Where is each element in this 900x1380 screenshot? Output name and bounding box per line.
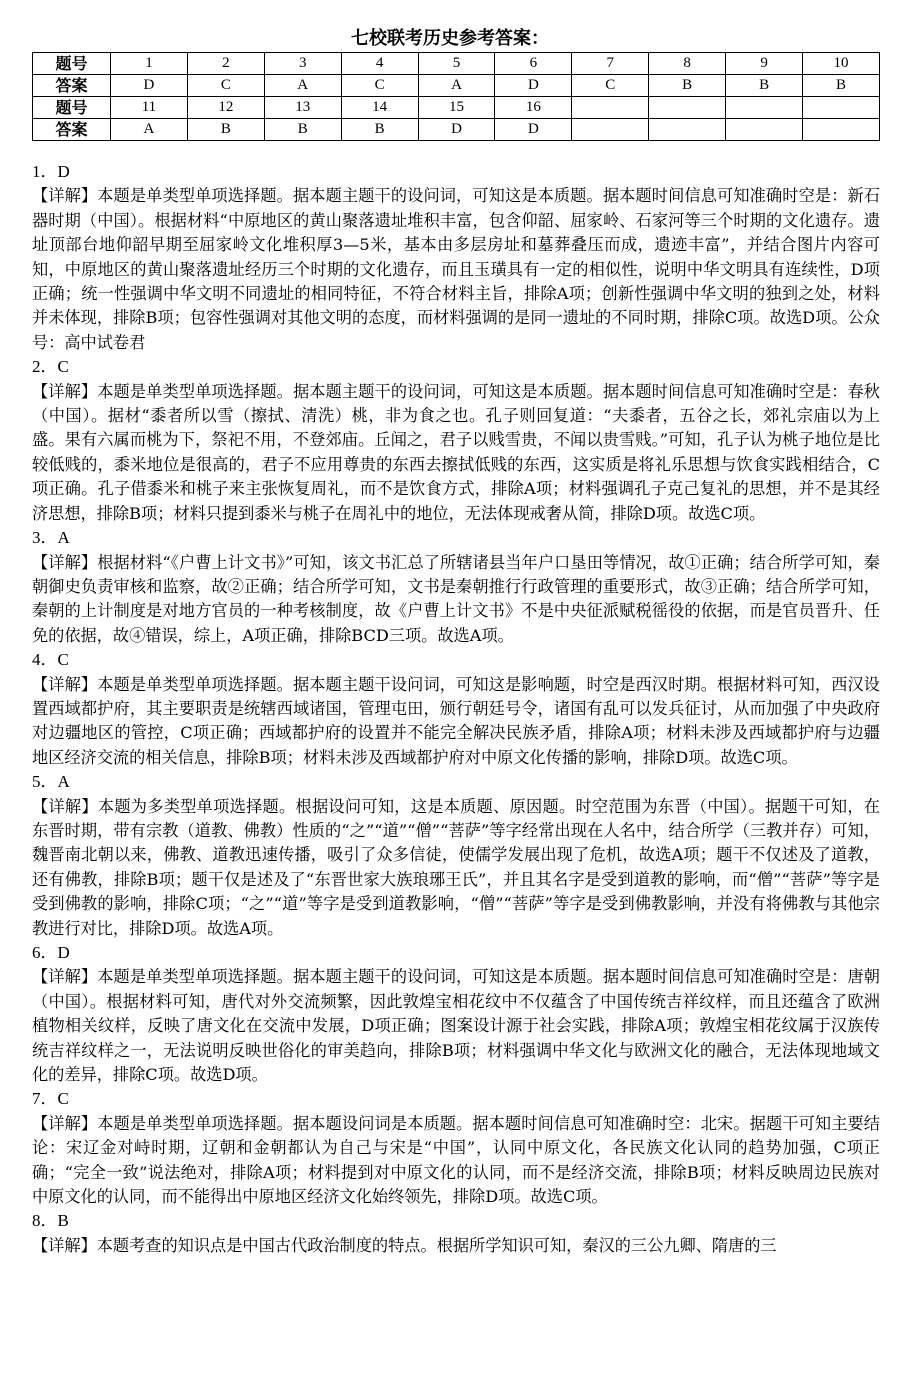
answer-cell: D [111,75,188,97]
answer-cell [803,119,880,141]
question-heading: 5．A [32,772,70,792]
answer-cell: A [264,75,341,97]
question-explanation: 【详解】本题为多类型单项选择题。根据设问可知，这是本质题、原因题。时空范围为东晋（中国）。据题干可知，在东晋时期，带有宗教（道教、佛教）性质的“之”“道”“僧”“菩萨”等字经常出现在人名中，结合所学（三教并存）可知，魏晋南北朝以来，佛教、道教迅速传播，吸引了众多信徒，使儒学发展出现了危机，故选A项；题干不仅述及了道教，还有佛教，排除B项；题干仅是述及了“东晋世家大族琅琊王氏”，并且其名字是受到道教的影响，而“僧”“菩萨”等字是受到佛教的影响，排除C项；“之”“道”等字是受到道教影响，“僧”“菩萨”等字是受到佛教影响，并没有将佛教与其他宗教进行对比，排除D项。故选A项。 [32,796,880,938]
question-heading: 1．D [32,162,70,181]
question-number-cell: 6 [495,53,572,75]
answer-cell: C [341,75,418,97]
question-number-cell [572,97,649,119]
question-number-cell: 1 [111,53,188,75]
question-number-cell: 15 [418,97,495,119]
answer-cell: B [264,119,341,141]
question-number-row-label: 题号 [33,97,111,119]
answer-cell [649,119,726,141]
question-number-row-label: 题号 [33,53,111,75]
question-number-cell: 8 [649,53,726,75]
question-explanation: 【详解】本题是单类型单项选择题。据本题设问词是本质题。据本题时间信息可知准确时空：北宋。据题干可知主要结论：宋辽金对峙时期，辽朝和金朝都认为自己与宋是“中国”，认同中原文化，各民族文化认同的趋势加强，C项正确；“完全一致”说法绝对，排除A项；材料提到对中原文化的认同，而不是经济交流，排除B项；材料反映周边民族对中原文化的认同，而不能得出中原地区经济文化始终领先，排除D项。故选C项。 [32,1113,880,1207]
question-explanation: 【详解】本题是单类型单项选择题。据本题主题干的设问词，可知这是本质题。据本题时间信息可知准确时空是：春秋（中国）。据材“黍者所以雪（擦拭、清洗）桃，非为食之也。孔子则回复道：“夫黍者，五谷之长，郊礼宗庙以为上盛。果有六属而桃为下，祭祀不用，不登郊庙。丘闻之，君子以贱雪贵，不闻以贵雪贱。”可知，孔子认为桃子地位是比较低贱的，黍米地位是很高的，君子不应用尊贵的东西去擦拭低贱的东西，这实质是将礼乐思想与饮食实践相结合，C项正确。孔子借黍米和桃子来主张恢复周礼，而不是饮食方式，排除A项；材料强调孔子克己复礼的思想，并不是其经济思想，排除B项；材料只提到黍米与桃子在周礼中的地位，无法体现戒奢从简，排除D项。故选C项。 [32,381,880,523]
question-number-cell: 12 [187,97,264,119]
question-number-cell [726,97,803,119]
question-heading: 8．B [32,1211,69,1231]
answer-cell: D [418,119,495,141]
answer-cell: B [187,119,264,141]
answer-cell: A [111,119,188,141]
answer-cell: D [495,119,572,141]
answer-cell: B [803,75,880,97]
question-heading: 7．C [32,1089,69,1109]
question-number-cell: 3 [264,53,341,75]
answer-row [33,75,880,97]
question-number-cell: 14 [341,97,418,119]
answer-cell [572,119,649,141]
question-explanation: 【详解】本题是单类型单项选择题。据本题主题干设问词，可知这是影响题，时空是西汉时期。根据材料可知，西汉设置西域都护府，其主要职责是统辖西域诸国，管理屯田，颁行朝廷号令，诸国有乱可以发兵征讨，从而加强了中央政府对边疆地区的管控，C项正确；西域都护府的设置并不能完全解决民族矛盾，排除A项；材料未涉及西域都护府与边疆地区经济交流的相关信息，排除B项；材料未涉及西域都护府对中原文化传播的影响，排除D项。故选C项。 [32,674,880,767]
question-explanation: 【详解】本题是单类型单项选择题。据本题主题干的设问词，可知这是本质题。据本题时间信息可知准确时空是：唐朝（中国）。根据材料可知，唐代对外交流频繁，因此敦煌宝相花纹中不仅蕴含了中国传统吉祥纹样，而且还蕴含了欧洲植物相关纹样，反映了唐文化在交流中发展，D项正确；图案设计源于社会实践，排除A项；敦煌宝相花纹属于汉族传统吉祥纹样之一，无法说明反映世俗化的审美趋向，排除B项；材料强调中华文化与欧洲文化的融合，无法体现地域文化的差异，排除C项。故选D项。 [32,967,880,1085]
question-number-cell: 5 [418,53,495,75]
answer-cell: D [495,75,572,97]
question-number-cell: 2 [187,53,264,75]
answer-cell: B [341,119,418,141]
question-number-cell: 7 [572,53,649,75]
question-number-cell: 10 [803,53,880,75]
question-heading: 6．D [32,943,70,962]
question-number-cell: 11 [111,97,188,119]
question-heading: 2．C [32,357,69,377]
question-number-cell: 16 [495,97,572,119]
question-number-cell: 13 [264,97,341,119]
answer-cell: C [187,75,264,97]
question-heading: 4．C [32,650,69,670]
answer-row [33,119,880,141]
question-explanation: 【详解】根据材料“《户曹上计文书》”可知，该文书汇总了所辖诸县当年户口垦田等情况，故①正确；结合所学可知，秦朝御史负责审核和监察，故②正确；结合所学可知，文书是秦朝推行行政管理的重要形式，故③正确；结合所学可知，秦朝的上计制度是对地方官员的一种考核制度，故《户曹上计文书》不是中央征派赋税徭役的依据，而是官员晋升、任免的依据，故④错误，综上，A项正确，排除BCD三项。故选A项。 [32,552,880,645]
answer-row-label: 答案 [33,119,111,141]
answer-row-label: 答案 [33,75,111,97]
question-number-cell: 4 [341,53,418,75]
document-title: 七校联考历史参考答案： [351,28,549,49]
answer-cell: C [572,75,649,97]
answer-table [32,52,880,141]
question-heading: 3．A [32,528,70,548]
question-number-cell [803,97,880,119]
answer-cell: B [649,75,726,97]
answer-cell: A [418,75,495,97]
question-explanation: 【详解】本题考查的知识点是中国古代政治制度的特点。根据所学知识可知，秦汉的三公九卿、隋唐的三 [32,1235,777,1255]
question-number-row [33,97,880,119]
question-explanation: 【详解】本题是单类型单项选择题。据本题主题干的设问词，可知这是本质题。据本题时间信息可知准确时空是：新石器时期（中国）。根据材料“中原地区的黄山聚落遗址堆积丰富，包含仰韶、屈家岭、石家河等三个时期的文化遗存。遗址顶部台地仰韶早期至屈家岭文化堆积厚3—5米，基本由多层房址和墓葬叠压而成，遗迹丰富”，并结合图片内容可知，中原地区的黄山聚落遗址经历三个时期的文化遗存，而且玉璜具有一定的相似性，说明中华文明具有连续性，D项正确；统一性强调中华文明不同遗址的相同特征，不符合材料主旨，排除A项；创新性强调中华文明的独到之处，材料并未体现，排除B项；包容性强调对其他文明的态度，而材料强调的是同一遗址的不同时期，排除C项。故选D项。公众号：高中试卷君 [32,186,880,352]
question-number-cell [649,97,726,119]
answer-cell: B [726,75,803,97]
explanations [32,160,880,1258]
answer-cell [726,119,803,141]
question-number-cell: 9 [726,53,803,75]
question-number-row [33,53,880,75]
